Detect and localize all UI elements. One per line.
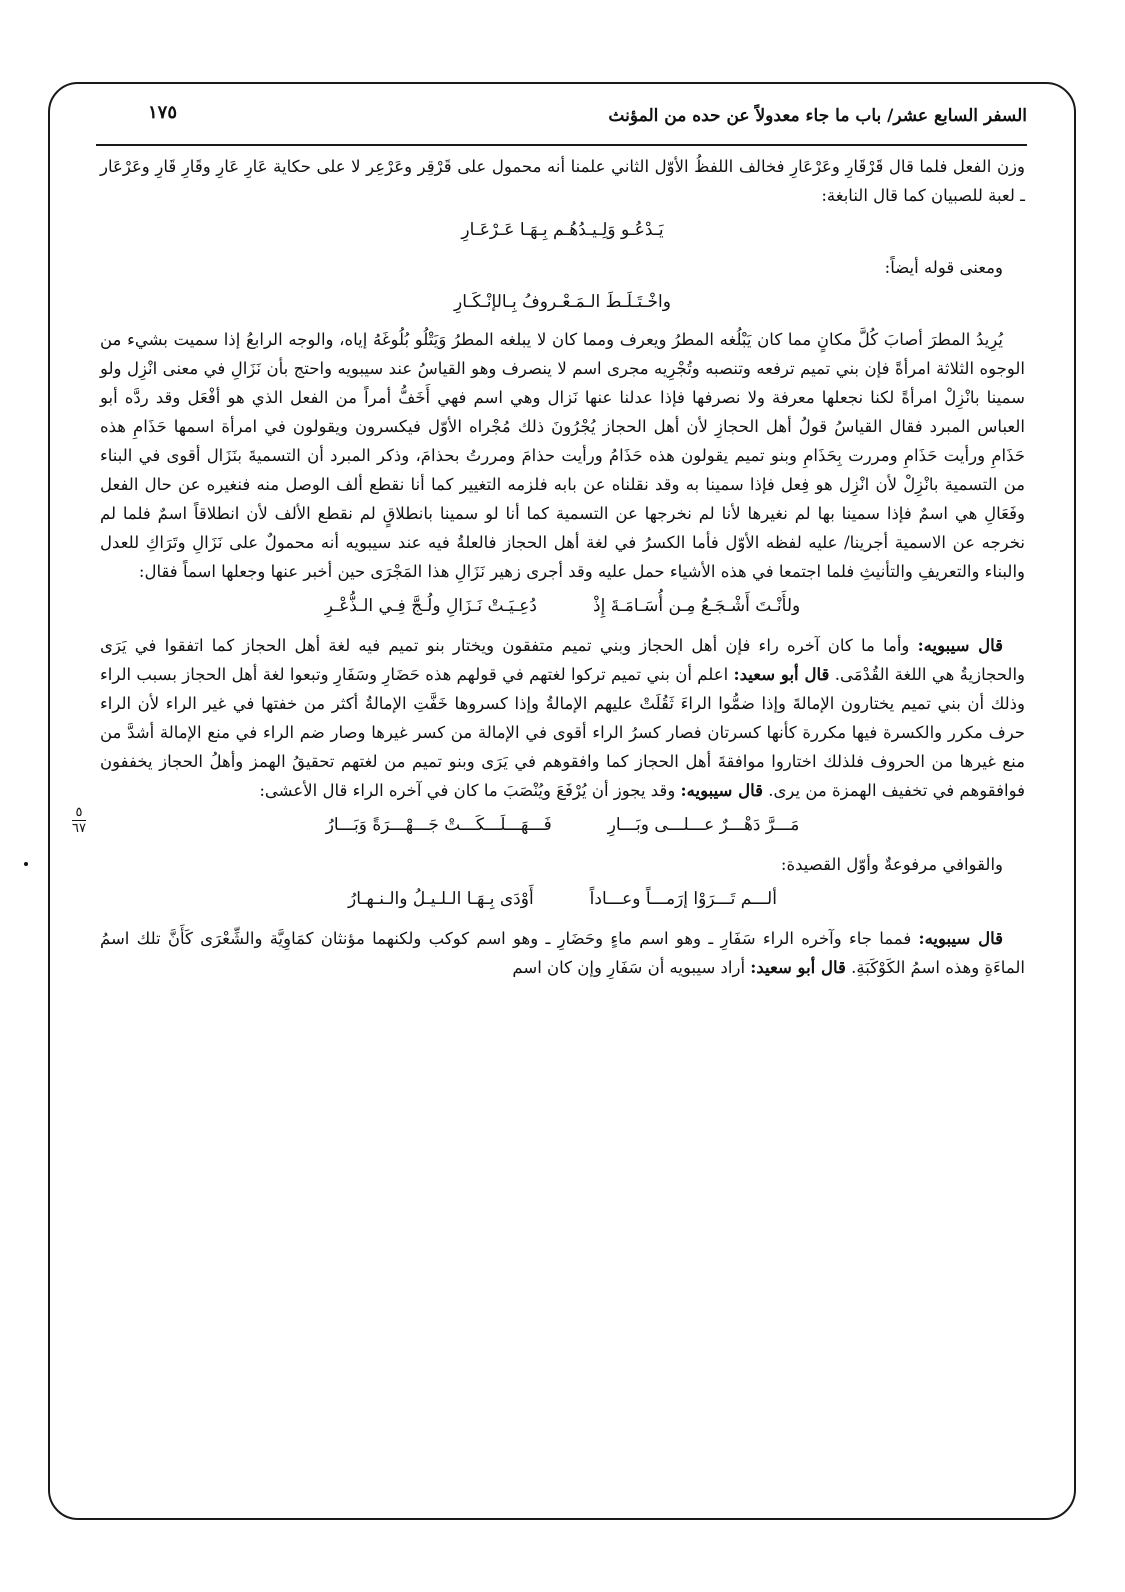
- speaker-label: قال أبو سعيد:: [750, 958, 846, 977]
- verse-3-first-hemistich: ولأَنْـتَ أَشْـجَـعُ مِـن أُسَـامَـةَ إِذْ: [593, 596, 801, 616]
- paragraph-6-text-b: أراد سيبويه أن سَفَارِ وإن كان اسم: [512, 958, 751, 977]
- folio-denominator: ٦٧: [72, 821, 86, 836]
- verse-5: [100, 885, 1025, 914]
- speaker-label: قال سيبويه:: [918, 929, 1004, 948]
- margin-dot: [24, 862, 28, 866]
- speaker-label: قال سيبويه:: [680, 781, 764, 800]
- verse-5-second-hemistich: أَوْدَى بِـهَـا الـلـيـلُ والـنـهـارُ: [348, 889, 534, 909]
- verse-3: [100, 592, 1025, 621]
- verse-4-first-hemistich: مَـــرَّ دَهْـــرٌ عـــلـــى وبَـــارِ: [607, 815, 800, 835]
- page-number: ١٧٥: [148, 102, 178, 123]
- verse-2: واخْـتَـلَـطَ الـمَـعْـروفُ بِـالإنْـكَـارِ: [454, 292, 671, 312]
- verse-4: [100, 811, 1025, 840]
- page-header: [96, 98, 1027, 146]
- speaker-label: قال أبو سعيد:: [733, 665, 830, 684]
- margin-folio-note: [72, 806, 86, 836]
- paragraph-5: والقوافي مرفوعةٌ وأوّل القصيدة:: [780, 855, 1003, 874]
- paragraph-4-text-b: اعلم أن بني تميم تركوا لغتهم في قولهم هذه حَضَارِ وسَفَارِ وتبعوا لغة أهل الحجاز بسبب الراء وذلك أن بني تميم يختارون الإمالةَ وإذا ضمُّوا الراءَ ثَقُلَتْ عليهم الإمالةُ وإذا كسروها خَفَّتِ الإمالةُ أكثر من خفتها في غير الراء لأن الراء حرف مكرر والكسرة فيها مكررة كأنها كسرتان فصار كسرُ الراء أقوى في الإمالة من كسر غيرها وصار ضم الراء في منع الإمالة أشدَّ من منع غيرها من الحروف فلذلك اختاروا موافقةَ أهل الحجاز كما وافقوهم في يَرَى وبنو تميم من لغتهم تحقيقُ الهمز وأهلُ الحجاز يخففون فوافقوهم في تخفيف الهمزة من يرى.: [100, 665, 1025, 800]
- paragraph-4: [100, 631, 1025, 805]
- running-title: السفر السابع عشر/ باب ما جاء معدولاً عن حده من المؤنث: [608, 106, 1027, 126]
- speaker-label: قال سيبويه:: [917, 636, 1004, 655]
- paragraph-4-text: وأما ما كان آخره راء فإن أهل الحجاز وبني تميم متفقون ويختار بنو تميم فيه لغة أهل الحجاز كما اتفقوا في يَرَى والحجازيةُ هي اللغة القُدْمَى.: [100, 636, 1026, 684]
- verse-4-second-hemistich: فَـــهَـــلَـــكَـــتْ جَـــهْـــرَةً وَبَـــارُ: [325, 815, 552, 835]
- folio-numerator: ٥: [75, 805, 83, 820]
- paragraph-6-text: فمما جاء وآخره الراء سَفَارِ ـ وهو اسم ماءٍ وحَضَارِ ـ وهو اسم كوكب ولكنهما مؤنثان كمَاوِيَّة والشِّعْرَى كَأَنَّ تلك اسمُ الماءَةِ وهذه اسمُ الكَوْكَبَةِ.: [100, 929, 1025, 977]
- paragraph-1: وزن الفعل فلما قال قَرْقَارِ وعَرْعَارِ فخالف اللفظُ الأوّل الثاني علمنا أنه محمول على قَرْقِر وعَرْعِر لا على حكاية عَارِ عَارِ وقَارِ قَارِ وعَرْعَار ـ لعبة للصبيان كما قال النابغة:: [100, 157, 1025, 205]
- paragraph-3: يُرِيدُ المطرَ أصابَ كُلَّ مكانٍ مما كان يَبْلُغه المطرُ ويعرف ومما كان لا يبلغه المطرُ وَيَتْلُو بُلُوغَهُ إياه، والوجه الرابعُ إذا سميت بشيء من الوجوه الثلاثة امرأةً فإن بني تميم ترفعه وتنصبه وتُجْرِيه مجرى اسم لا ينصرف وهو القياسُ عند سيبويه واحتج بأن نَزَالِ في معنى انْزِل ولو سمينا بانْزِلْ امرأةً لكنا نجعلها معرفة ولا نصرفها فإذا عدلنا عنها نَزال وهي اسم فهي أَخَفُّ أمراً من الفعل الذي هو أفْعَل وقد ردَّه أبو العباس المبرد فقال القياسُ قولُ أهل الحجازِ لأن أهل الحجاز يُجْرُونَ ذلك مُجْراه الأوّل فيكسرون ويقولون في امرأة اسمها حَذَامِ هذه حَذَامِ ورأيت حَذَامِ ومررت بِحَذَامِ وبنو تميم يقولون هذه حَذَامُ ورأيت حذامَ ومررتُ بحذامَ، وذكر المبرد أن التسميةَ بنَزَال أقوى في البناء من التسمية بانْزِلْ لأن انْزِل هو فِعل فإذا سمينا به وقد نقلناه عن بابه فلزمه التغيير كما أنا نقطع ألف الوصل منه فنغيره عن حال الفعل وفَعَالِ هي اسمٌ فإذا سمينا بها لم نغيرها لأنا لم نخرجها عن التسمية كما أنا لو سمينا بانطلاقٍ لم نقطع الألف لأن انطلاقاً اسمٌ فلما لم نخرجه عن الاسمية أجرينا/ عليه لفظه الأوّل فأما الكسرُ في لغة أهل الحجاز فالعلةُ فيه عند سيبويه أنه محمولٌ على نَزَالِ وتَرَاكِ للعدل والبناء والتعريفِ والتأنيثِ فلما اجتمعا في هذه الأشياء حمل عليه وقد أجرى زهير نَزَالِ هذا المَجْرَى حين أخبر عنها وجعلها اسماً فقال:: [100, 330, 1025, 581]
- paragraph-6: [100, 924, 1025, 982]
- verse-1: يَـدْعُـو وَلِـيـدُهُـم بِـهَـا عَـرْعَـارِ: [461, 220, 664, 240]
- verse-5-first-hemistich: ألـــم تَـــرَوْا إرَمـــاً وعـــاداً: [589, 889, 777, 909]
- paragraph-4-text-c: وقد يجوز أن يُرْفَعَ ويُنْصَبَ ما كان في آخره الراء قال الأعشى:: [259, 781, 681, 800]
- paragraph-2: ومعنى قوله أيضاً:: [884, 258, 1003, 277]
- verse-3-second-hemistich: دُعِـيَـتْ نَـزَالِ ولُـجَّ فِـي الـذُّعْـرِ: [324, 596, 538, 616]
- page-body: [100, 152, 1025, 988]
